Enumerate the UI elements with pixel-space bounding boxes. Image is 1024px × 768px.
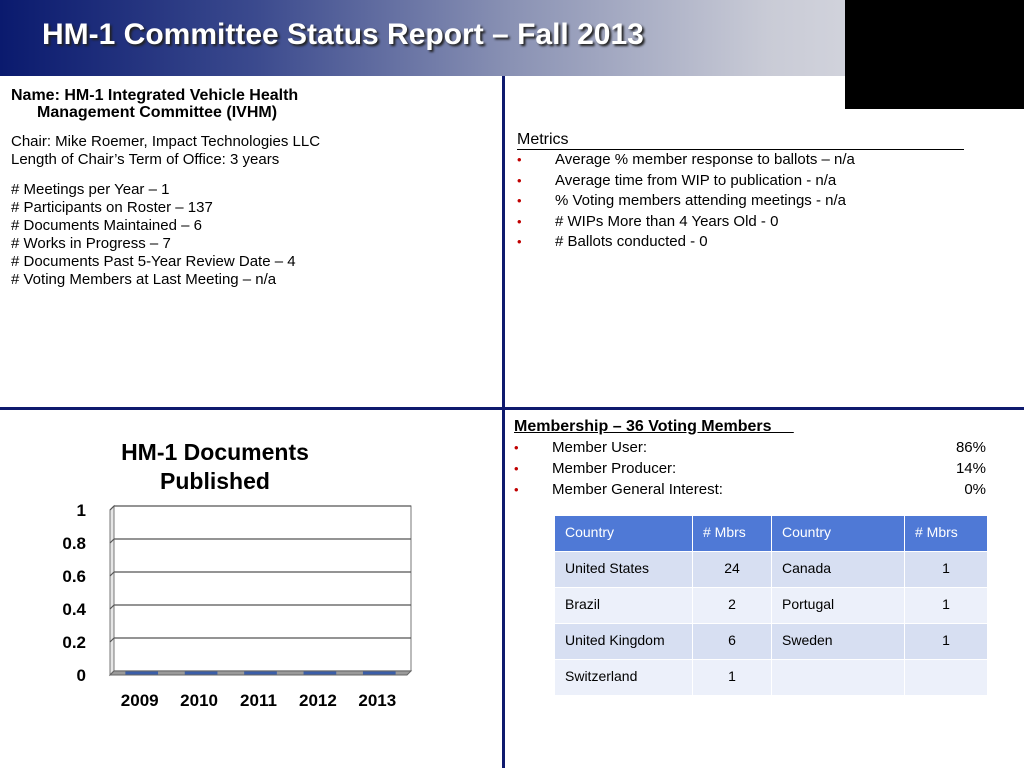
bar xyxy=(125,672,158,675)
table-cell xyxy=(905,660,988,696)
table-cell: 24 xyxy=(693,552,772,588)
y-tick-label: 0.2 xyxy=(62,633,86,652)
metric-item xyxy=(517,150,967,171)
stat-documents: # Documents Maintained – 6 xyxy=(11,217,202,234)
metric-text: Average % member response to ballots – n/a xyxy=(555,151,855,168)
committee-stats xyxy=(11,181,491,289)
bar xyxy=(244,672,277,675)
membership-item xyxy=(514,479,989,500)
bar xyxy=(304,672,337,675)
metric-text: # WIPs More than 4 Years Old - 0 xyxy=(555,212,779,230)
logo-placeholder-box xyxy=(845,0,1024,109)
table-cell xyxy=(772,660,905,696)
chart-title: HM-1 Documents Published xyxy=(121,439,309,494)
chair-info xyxy=(11,133,491,169)
vertical-divider xyxy=(502,76,505,768)
table-cell: Portugal xyxy=(772,588,905,624)
committee-info-panel xyxy=(11,87,491,289)
metric-item xyxy=(517,232,967,253)
membership-label: Member User: xyxy=(552,439,648,456)
bullet-icon: • xyxy=(517,234,522,249)
table-cell: Switzerland xyxy=(555,660,693,696)
bullet-icon: • xyxy=(514,482,519,497)
stat-documents-past-review: # Documents Past 5-Year Review Date – 4 xyxy=(11,253,296,270)
membership-heading: Membership – 36 Voting Members xyxy=(514,418,794,435)
committee-name-line1: Name: HM-1 Integrated Vehicle Health xyxy=(11,87,299,104)
y-tick-label: 0.4 xyxy=(62,600,86,619)
stat-meetings: # Meetings per Year – 1 xyxy=(11,181,170,198)
bar xyxy=(363,672,396,675)
bullet-icon: • xyxy=(514,440,519,455)
horizontal-divider xyxy=(0,407,1024,410)
committee-name-line2: Management Committee (IVHM) xyxy=(37,104,278,121)
x-tick-label: 2011 xyxy=(240,691,277,710)
table-row xyxy=(555,552,988,588)
membership-label: Member Producer: xyxy=(552,460,677,477)
metric-item xyxy=(517,212,967,233)
stat-participants: # Participants on Roster – 137 xyxy=(11,199,213,216)
x-tick-label: 2009 xyxy=(120,691,159,710)
bullet-icon: • xyxy=(517,193,522,208)
table-cell: Brazil xyxy=(555,588,693,624)
table-header-country: Country xyxy=(555,516,693,552)
membership-label: Member General Interest: xyxy=(552,481,723,498)
stat-voting-members: # Voting Members at Last Meeting – n/a xyxy=(11,271,277,288)
table-row xyxy=(555,624,988,660)
chair-name: Chair: Mike Roemer, Impact Technologies LLC xyxy=(11,133,321,150)
table-header-row xyxy=(555,516,988,552)
table-cell: 1 xyxy=(905,588,988,624)
metric-text: # Ballots conducted - 0 xyxy=(555,233,708,250)
x-tick-label: 2010 xyxy=(180,691,219,710)
table-cell: Canada xyxy=(772,552,905,588)
membership-item xyxy=(514,458,989,479)
metrics-panel xyxy=(517,130,967,253)
bar xyxy=(185,672,218,675)
page-title: HM-1 Committee Status Report – Fall 2013 xyxy=(42,18,644,51)
table-cell: 1 xyxy=(693,660,772,696)
bullet-icon: • xyxy=(514,461,519,476)
metrics-heading: Metrics xyxy=(517,130,964,150)
table-cell: Sweden xyxy=(772,624,905,660)
committee-name xyxy=(11,87,491,121)
stat-works-in-progress: # Works in Progress – 7 xyxy=(11,235,171,252)
y-tick-label: 0.8 xyxy=(62,534,86,553)
table-cell: United Kingdom xyxy=(555,624,693,660)
documents-published-chart xyxy=(40,500,420,720)
table-cell: 1 xyxy=(905,624,988,660)
membership-list xyxy=(514,437,989,500)
table-cell: 2 xyxy=(693,588,772,624)
metric-item xyxy=(517,191,967,212)
y-tick-label: 0.6 xyxy=(62,567,86,586)
membership-panel xyxy=(514,417,989,500)
table-cell: 1 xyxy=(905,552,988,588)
table-header-members: # Mbrs xyxy=(905,516,988,552)
bullet-icon: • xyxy=(517,172,522,188)
country-members-table xyxy=(554,515,988,696)
y-tick-label: 1 xyxy=(76,501,86,520)
membership-item xyxy=(514,437,989,458)
bullet-icon: • xyxy=(517,152,522,167)
membership-value: 14% xyxy=(955,460,986,477)
table-header-members: # Mbrs xyxy=(693,516,772,552)
table-cell: United States xyxy=(555,552,693,588)
membership-value: 86% xyxy=(955,439,986,456)
x-tick-label: 2013 xyxy=(358,691,397,710)
table-cell: 6 xyxy=(693,624,772,660)
y-tick-label: 0 xyxy=(76,666,86,685)
metrics-list xyxy=(517,150,967,253)
chart-side-wall xyxy=(110,506,114,675)
metric-item xyxy=(517,171,967,192)
x-tick-label: 2012 xyxy=(298,691,337,710)
metric-text: Average time from WIP to publication - n/a xyxy=(555,171,837,189)
chair-term: Length of Chair’s Term of Office: 3 years xyxy=(11,151,280,168)
table-header-country: Country xyxy=(772,516,905,552)
bullet-icon: • xyxy=(517,213,522,229)
table-row xyxy=(555,588,988,624)
metric-text: % Voting members attending meetings - n/a xyxy=(555,192,846,209)
table-row xyxy=(555,660,988,696)
membership-value: 0% xyxy=(964,481,986,498)
chart-plot-area xyxy=(114,506,411,671)
